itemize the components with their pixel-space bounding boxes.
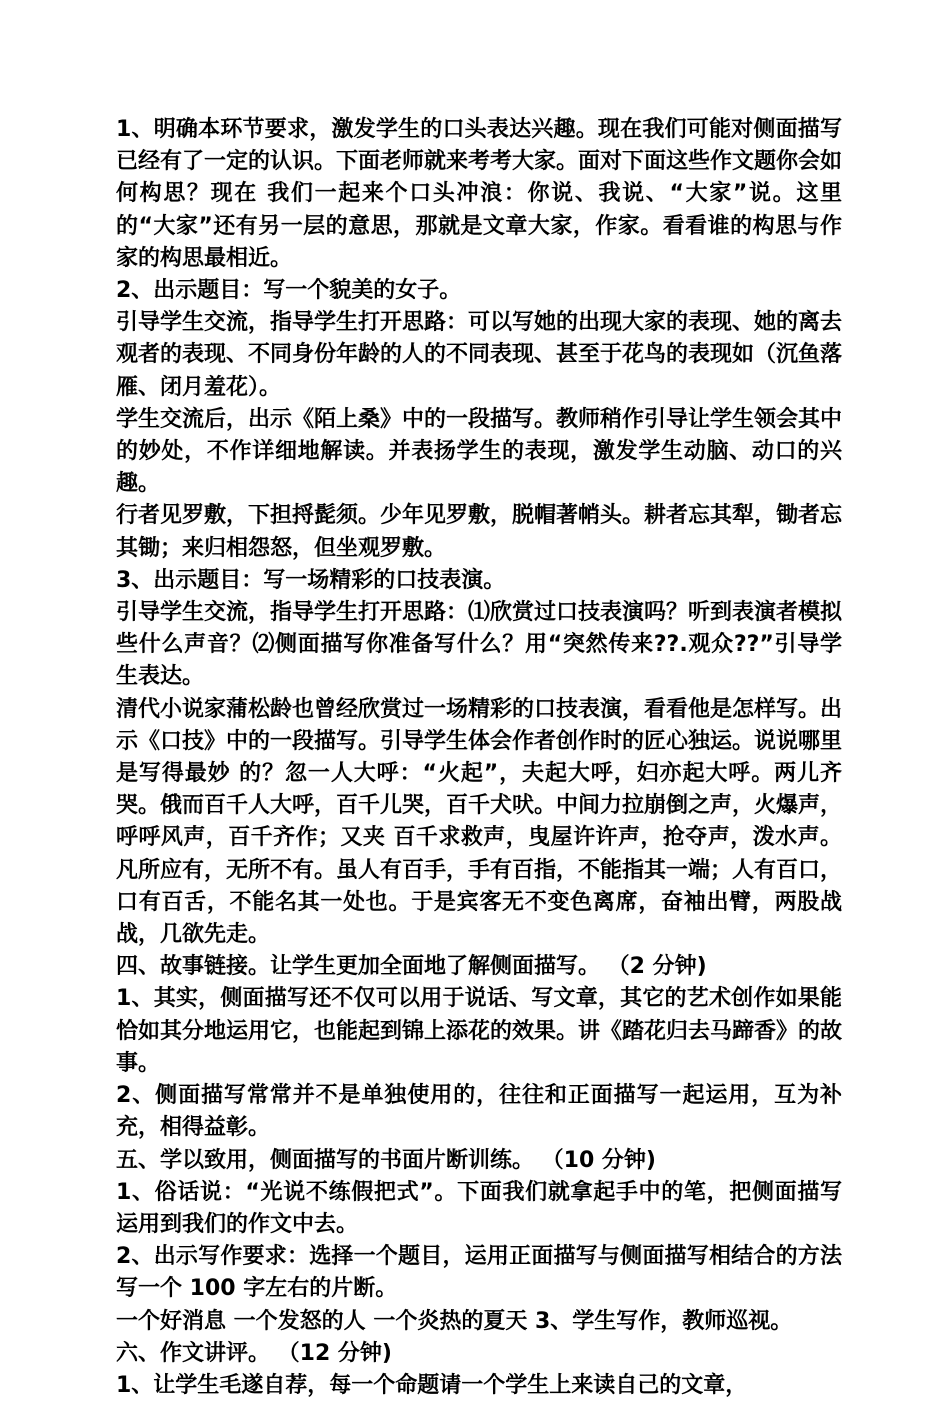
paragraph-17: 1、让学生毛遂自荐，每一个命题请一个学生上来读自己的文章， xyxy=(116,1372,748,1398)
paragraph-11: 2、侧面描写常常并不是单独使用的，往往和正面描写一起运用，互为补充，相得益彰。 xyxy=(116,1083,842,1141)
paragraph-8: 清代小说家蒲松龄也曾经欣赏过一场精彩的口技表演，看看他是怎样写。出示《口技》中的一段描写。引导学生体会作者创作时的匠心独运。说说哪里是写得最妙 的？忽一人大呼：“火起”，夫起大呼，妇亦起大呼。两儿齐哭。俄而百千人大呼，百千儿哭，百千犬吠。中间力拉崩倒之声，火爆声，呼呼风声，百千齐作；又夹 百千求救声，曳屋许许声，抢夺声，泼水声。凡所应有，无所不有。虽人有百手，手有百指，不能指其一端；人有百口，口有百舌，不能名其一处也。于是宾客无不变色离席，奋袖出臂，两股战战，几欲先走。 xyxy=(116,696,843,948)
paragraph-6: 3、出示题目：写一场精彩的口技表演。 xyxy=(116,567,506,593)
paragraph-15: 一个好消息 一个发怒的人 一个炎热的夏天 3、学生写作，教师巡视。 xyxy=(116,1308,793,1334)
paragraph-3: 引导学生交流，指导学生打开思路：可以写她的出现大家的表现、她的离去观者的表现、不同身份年龄的人的不同表现、甚至于花鸟的表现如（沉鱼落雁、闭月羞花）。 xyxy=(116,310,843,400)
paragraph-9: 四、故事链接。让学生更加全面地了解侧面描写。 （2 分钟) xyxy=(116,954,707,980)
paragraph-13: 1、俗话说：“光说不练假把式”。下面我们就拿起手中的笔，把侧面描写运用到我们的作文中去。 xyxy=(116,1179,842,1237)
paragraph-1: 1、明确本环节要求，激发学生的口头表达兴趣。现在我们可能对侧面描写已经有了一定的认识。下面老师就来考考大家。面对下面这些作文题你会如何构思？现在 我们一起来个口头冲浪：你说、我说、“大家”说。这里的“大家”还有另一层的意思，那就是文章大家，作家。看看谁的构思与作家的构思最相近。 xyxy=(116,117,843,271)
paragraph-16: 六、作文讲评。 （12 分钟) xyxy=(116,1340,392,1366)
paragraph-7: 引导学生交流，指导学生打开思路：⑴欣赏过口技表演吗？听到表演者模拟些什么声音？⑵侧面描写你准备写什么？用“突然传来??.观众??”引导学生表达。 xyxy=(116,600,843,690)
paragraph-5: 行者见罗敷，下担捋髭须。少年见罗敷，脱帽著帩头。耕者忘其犁，锄者忘其锄；来归相怨怒，但坐观罗敷。 xyxy=(116,503,843,561)
paragraph-14: 2、出示写作要求：选择一个题目，运用正面描写与侧面描写相结合的方法写一个 100 字左右的片断。 xyxy=(116,1244,842,1302)
paragraph-12: 五、学以致用，侧面描写的书面片断训练。 （10 分钟) xyxy=(116,1147,656,1173)
paragraph-2: 2、出示题目：写一个貌美的女子。 xyxy=(116,278,462,304)
paragraph-4: 学生交流后，出示《陌上桑》中的一段描写。教师稍作引导让学生领会其中的妙处，不作详细地解读。并表扬学生的表现，激发学生动脑、动口的兴趣。 xyxy=(116,406,843,497)
document-page xyxy=(116,114,842,1402)
paragraph-10: 1、其实，侧面描写还不仅可以用于说话、写文章，其它的艺术创作如果能恰如其分地运用它，也能起到锦上添花的效果。讲《踏花归去马蹄香》的故事。 xyxy=(116,986,843,1076)
